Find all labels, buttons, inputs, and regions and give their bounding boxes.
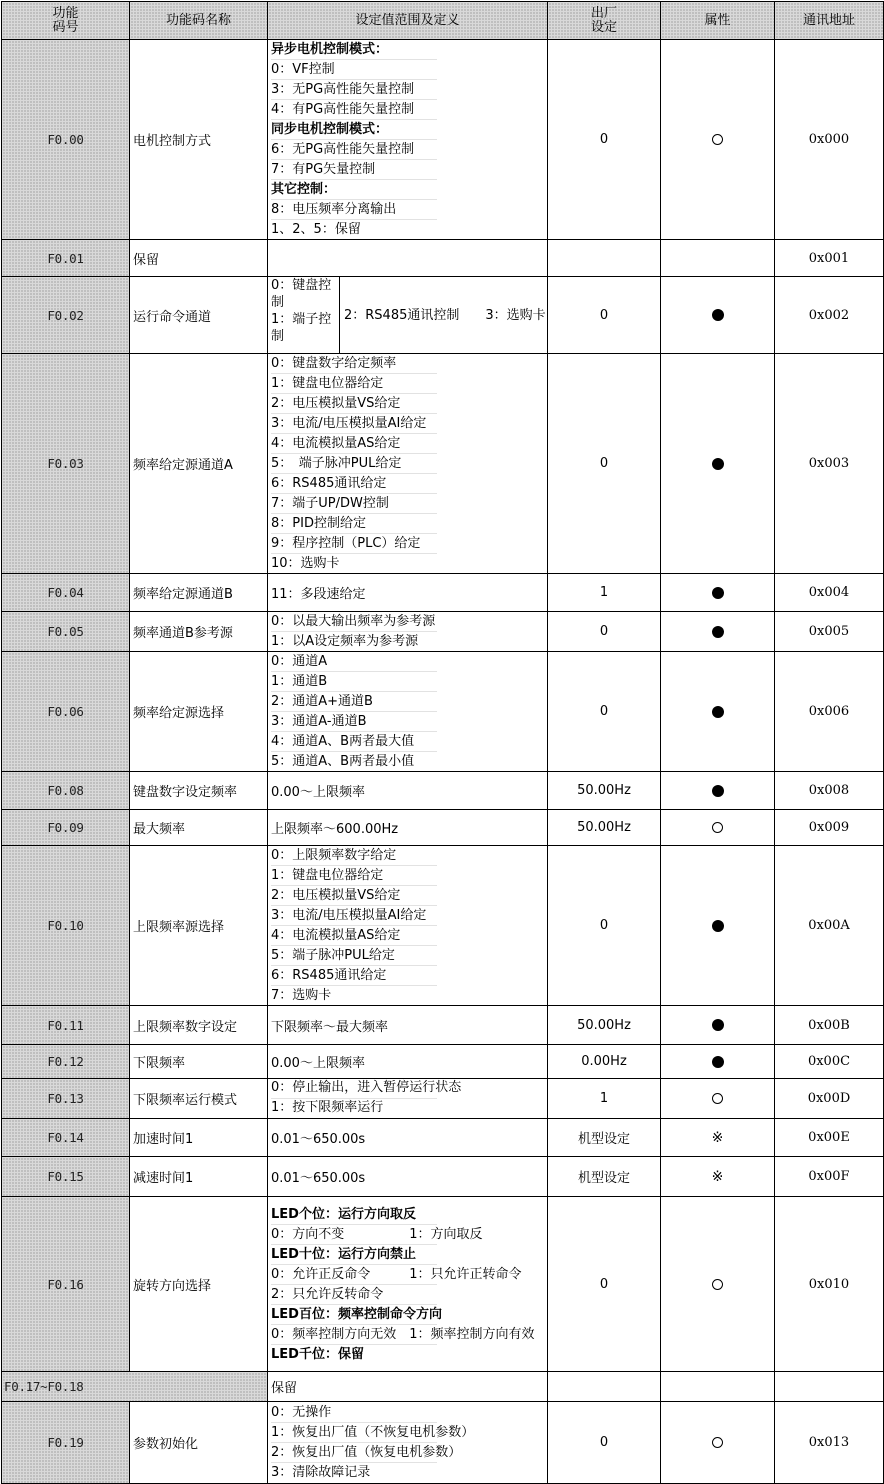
param-attribute (661, 846, 775, 1006)
param-address: 0x004 (775, 574, 884, 612)
param-name: 下限频率 (130, 1045, 268, 1079)
definition-line: 7：端子UP/DW控制 (271, 494, 437, 514)
filled-circle-icon (712, 1019, 724, 1031)
param-default: 50.00Hz (548, 1006, 661, 1045)
table-row (2, 1079, 884, 1119)
param-default: 0 (548, 1197, 661, 1372)
param-default: 0 (548, 277, 661, 354)
param-attribute (661, 1079, 775, 1119)
param-attribute (661, 810, 775, 846)
header-default: 出厂 设定 (548, 2, 661, 40)
definition-line: 0：以最大输出频率为参考源 (271, 612, 437, 632)
table-row (2, 40, 884, 240)
param-name: 频率给定源通道B (130, 574, 268, 612)
param-definition (268, 652, 548, 772)
table-row (2, 1006, 884, 1045)
param-definition: 0.00～上限频率 (268, 1045, 548, 1079)
definition-line: 同步电机控制模式： (271, 120, 437, 140)
table-row (2, 810, 884, 846)
reference-mark-icon: ※ (711, 1168, 724, 1185)
param-code: F0.15 (2, 1157, 130, 1197)
param-default: 0 (548, 1402, 661, 1484)
param-definition: 0.00～上限频率 (268, 772, 548, 810)
table-header-row (2, 2, 884, 40)
table-row (2, 1157, 884, 1197)
definition-line: 3：无PG高性能矢量控制 (271, 80, 437, 100)
reference-mark-icon: ※ (711, 1129, 724, 1146)
definition-line: 2：电压模拟量VS给定 (271, 394, 437, 414)
param-code: F0.11 (2, 1006, 130, 1045)
param-attribute (661, 1006, 775, 1045)
param-attribute (661, 40, 775, 240)
table-row (2, 1197, 884, 1372)
definition-line: 10：选购卡 (271, 556, 340, 571)
param-definition (268, 240, 548, 277)
open-circle-icon (712, 822, 723, 833)
param-name: 运行命令通道 (130, 277, 268, 354)
definition-line: 2：恢复出厂值（恢复电机参数） (271, 1443, 437, 1463)
definition-line: LED千位：保留 (271, 1346, 364, 1362)
param-code: F0.14 (2, 1119, 130, 1157)
param-attribute (661, 1045, 775, 1079)
param-default: 0.00Hz (548, 1045, 661, 1079)
param-attribute (661, 354, 775, 574)
definition-line: 3：清除故障记录 (271, 1465, 371, 1480)
param-default: 0 (548, 354, 661, 574)
definition-line: 6：无PG高性能矢量控制 (271, 140, 437, 160)
param-name: 加速时间1 (130, 1119, 268, 1157)
definition-line: 4：电流模拟量AS给定 (271, 434, 437, 454)
param-definition (268, 1197, 548, 1372)
param-code: F0.08 (2, 772, 130, 810)
header-address: 通讯地址 (775, 2, 884, 40)
definition-line: 0：VF控制 (271, 60, 437, 80)
param-name: 旋转方向选择 (130, 1197, 268, 1372)
param-address: 0x00E (775, 1119, 884, 1157)
filled-circle-icon (712, 1056, 724, 1068)
definition-line: LED个位：运行方向取反 (271, 1205, 437, 1225)
definition-line: 4：有PG高性能矢量控制 (271, 100, 437, 120)
param-address: 0x010 (775, 1197, 884, 1372)
open-circle-icon (712, 1437, 723, 1448)
param-code: F0.03 (2, 354, 130, 574)
definition-line: 3：电流/电压模拟量AI给定 (271, 414, 437, 434)
param-default: 0 (548, 652, 661, 772)
definition-line: 7：选购卡 (271, 988, 332, 1003)
param-address: 0x003 (775, 354, 884, 574)
param-address: 0x008 (775, 772, 884, 810)
filled-circle-icon (712, 706, 724, 718)
param-attribute (661, 1119, 775, 1157)
param-definition: 0.01～650.00s (268, 1119, 548, 1157)
definition-line: 异步电机控制模式： (271, 40, 437, 60)
param-name: 参数初始化 (130, 1402, 268, 1484)
definition-line: LED十位：运行方向禁止 (271, 1245, 437, 1265)
param-definition (268, 354, 548, 574)
param-name: 保留 (130, 240, 268, 277)
param-name: 上限频率源选择 (130, 846, 268, 1006)
param-address: 0x001 (775, 240, 884, 277)
filled-circle-icon (712, 458, 724, 470)
param-code: F0.13 (2, 1079, 130, 1119)
definition-line: 3：通道A-通道B (271, 712, 437, 732)
param-code: F0.04 (2, 574, 130, 612)
param-address: 0x00C (775, 1045, 884, 1079)
definition-line: 5： 端子脉冲PUL给定 (271, 454, 437, 474)
definition-line: 1：键盘电位器给定 (271, 866, 437, 886)
param-code: F0.01 (2, 240, 130, 277)
table-row (2, 277, 884, 354)
param-attribute (661, 652, 775, 772)
definition-line: 2：通道A+通道B (271, 692, 437, 712)
param-default: 1 (548, 574, 661, 612)
param-definition: 上限频率～600.00Hz (268, 810, 548, 846)
filled-circle-icon (712, 587, 724, 599)
param-code: F0.17~F0.18 (2, 1372, 268, 1402)
definition-line: 1：按下限频率运行 (271, 1100, 384, 1115)
param-code: F0.05 (2, 612, 130, 652)
param-definition (268, 612, 548, 652)
param-default: 50.00Hz (548, 772, 661, 810)
definition-line: 0：上限频率数字给定 (271, 846, 437, 866)
param-address: 0x00B (775, 1006, 884, 1045)
param-attribute (661, 1402, 775, 1484)
definition-line: 1：恢复出厂值（不恢复电机参数） (271, 1423, 437, 1443)
parameter-table (1, 1, 884, 1484)
definition-line: 其它控制： (271, 180, 437, 200)
param-code: F0.19 (2, 1402, 130, 1484)
definition-line: 4：通道A、B两者最大值 (271, 732, 437, 752)
filled-circle-icon (712, 785, 724, 797)
param-code: F0.09 (2, 810, 130, 846)
param-address: 0x002 (775, 277, 884, 354)
param-name: 上限频率数字设定 (130, 1006, 268, 1045)
param-code: F0.06 (2, 652, 130, 772)
param-attribute (661, 574, 775, 612)
table-row (2, 1045, 884, 1079)
table-row (2, 240, 884, 277)
param-name: 最大频率 (130, 810, 268, 846)
param-address: 0x005 (775, 612, 884, 652)
header-code: 功能 码号 (2, 2, 130, 40)
definition-line: 0：键盘数字给定频率 (271, 354, 437, 374)
param-definition: 保留 (268, 1372, 548, 1402)
definition-line: 9：程序控制（PLC）给定 (271, 534, 437, 554)
open-circle-icon (712, 1279, 723, 1290)
definition-line: 6：RS485通讯给定 (271, 474, 437, 494)
param-name: 频率给定源通道A (130, 354, 268, 574)
definition-line: 2：只允许反转命令 (271, 1285, 437, 1305)
table-row (2, 1402, 884, 1484)
param-address (775, 1372, 884, 1402)
definition-line: 0：方向不变 1：方向取反 (271, 1225, 437, 1245)
param-attribute (661, 1372, 775, 1402)
param-address: 0x00D (775, 1079, 884, 1119)
definition-line: 1：键盘电位器给定 (271, 374, 437, 394)
filled-circle-icon (712, 309, 724, 321)
filled-circle-icon (712, 626, 724, 638)
definition-line: 6：RS485通讯给定 (271, 966, 437, 986)
param-name: 频率通道B参考源 (130, 612, 268, 652)
param-code: F0.02 (2, 277, 130, 354)
definition-line: 2：电压模拟量VS给定 (271, 886, 437, 906)
param-name: 减速时间1 (130, 1157, 268, 1197)
table-row (2, 652, 884, 772)
definition-line: 1：以A设定频率为参考源 (271, 634, 419, 649)
param-default (548, 240, 661, 277)
table-row (2, 772, 884, 810)
table-row (2, 1119, 884, 1157)
table-row (2, 574, 884, 612)
param-definition: 0.01～650.00s (268, 1157, 548, 1197)
param-default: 50.00Hz (548, 810, 661, 846)
param-default: 0 (548, 40, 661, 240)
param-attribute (661, 1197, 775, 1372)
definition-line: 0：通道A (271, 652, 437, 672)
open-circle-icon (712, 1093, 723, 1104)
definition-line: 1：通道B (271, 672, 437, 692)
definition-line: 0：停止输出，进入暂停运行状态 (271, 1079, 437, 1099)
param-definition (268, 1402, 548, 1484)
definition-line: 1、2、5：保留 (271, 222, 361, 237)
param-default: 0 (548, 846, 661, 1006)
definition-line: 8：电压频率分离输出 (271, 200, 437, 220)
param-attribute (661, 277, 775, 354)
param-definition (268, 846, 548, 1006)
definition-left-cell: 0：键盘控制 1：端子控制 (268, 277, 340, 353)
param-attribute (661, 612, 775, 652)
definition-line: 0：频率控制方向无效 1：频率控制方向有效 (271, 1325, 437, 1345)
param-default: 机型设定 (548, 1119, 661, 1157)
param-definition: 11：多段速给定 (268, 574, 548, 612)
param-address: 0x009 (775, 810, 884, 846)
open-circle-icon (712, 134, 723, 145)
param-attribute (661, 240, 775, 277)
param-address: 0x00F (775, 1157, 884, 1197)
definition-line: 5：通道A、B两者最小值 (271, 754, 415, 769)
param-attribute (661, 1157, 775, 1197)
param-definition (268, 277, 548, 354)
definition-line: 0：允许正反命令 1：只允许正转命令 (271, 1265, 437, 1285)
table-row (2, 612, 884, 652)
param-default: 0 (548, 612, 661, 652)
definition-line: 7：有PG矢量控制 (271, 160, 437, 180)
param-code: F0.10 (2, 846, 130, 1006)
table-row (2, 354, 884, 574)
param-address: 0x000 (775, 40, 884, 240)
param-name: 下限频率运行模式 (130, 1079, 268, 1119)
definition-line: 4：电流模拟量AS给定 (271, 926, 437, 946)
table-row (2, 846, 884, 1006)
param-name: 频率给定源选择 (130, 652, 268, 772)
param-definition (268, 1079, 548, 1119)
table-row (2, 1372, 884, 1402)
header-definition: 设定值范围及定义 (268, 2, 548, 40)
header-attribute: 属性 (661, 2, 775, 40)
definition-right-cell: 2：RS485通讯控制 3：选购卡 (344, 307, 546, 323)
param-default (548, 1372, 661, 1402)
param-name: 电机控制方式 (130, 40, 268, 240)
param-default: 机型设定 (548, 1157, 661, 1197)
param-address: 0x00A (775, 846, 884, 1006)
filled-circle-icon (712, 920, 724, 932)
definition-line: LED百位：频率控制命令方向 (271, 1305, 437, 1325)
param-code: F0.16 (2, 1197, 130, 1372)
definition-line: 5：端子脉冲PUL给定 (271, 946, 437, 966)
header-name: 功能码名称 (130, 2, 268, 40)
param-address: 0x013 (775, 1402, 884, 1484)
definition-line: 3：电流/电压模拟量AI给定 (271, 906, 437, 926)
definition-line: 8：PID控制给定 (271, 514, 437, 534)
definition-line: 0：无操作 (271, 1403, 437, 1423)
param-code: F0.00 (2, 40, 130, 240)
param-code: F0.12 (2, 1045, 130, 1079)
param-name: 键盘数字设定频率 (130, 772, 268, 810)
param-address: 0x006 (775, 652, 884, 772)
param-definition: 下限频率～最大频率 (268, 1006, 548, 1045)
param-default: 1 (548, 1079, 661, 1119)
param-definition (268, 40, 548, 240)
param-attribute (661, 772, 775, 810)
